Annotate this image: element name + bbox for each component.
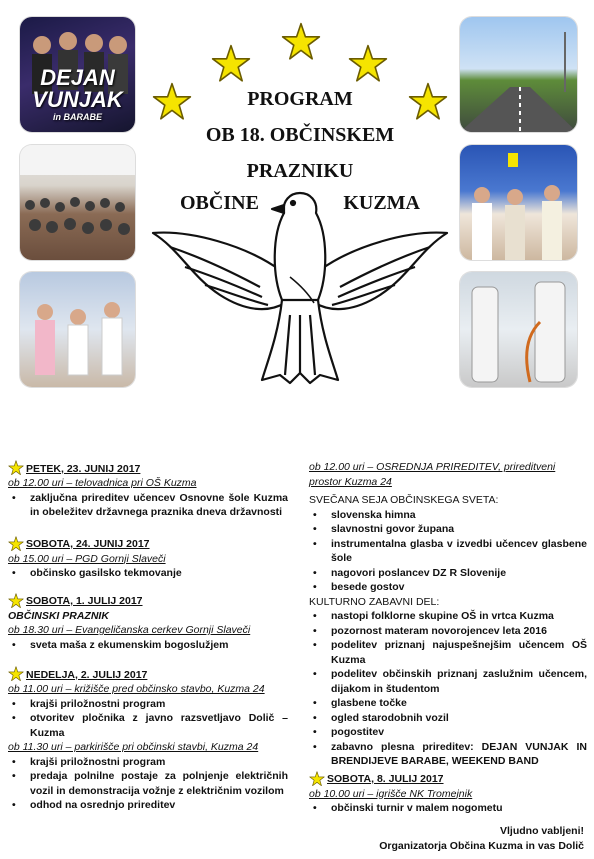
section-heading: KULTURNO ZABAVNI DEL: [309, 595, 440, 608]
program-right-column [309, 460, 587, 816]
event-list [309, 609, 587, 769]
star-icon [8, 536, 24, 552]
list-item: • slovenska himna [309, 508, 587, 523]
list-item: • slavnostni govor župana [309, 522, 587, 537]
event-list [309, 801, 587, 816]
list-item: • besede gostov [309, 580, 587, 595]
band-name-line1: DEJAN [40, 65, 115, 90]
title-line3: PRAZNIKU [246, 160, 354, 182]
charging-station-illustration [460, 272, 577, 387]
list-item: • pogostitev [309, 725, 587, 740]
event-list [309, 508, 587, 595]
list-item: • krajši priložnostni program [8, 755, 288, 770]
children-illustration [20, 272, 135, 387]
band-photo [20, 17, 135, 132]
star-icon [309, 771, 325, 787]
road-illustration [460, 17, 577, 132]
list-item: • sveta maša z ekumenskim bogoslužjem [8, 638, 288, 653]
day-heading [309, 771, 587, 787]
event-time-location: ob 15.00 uri – PGD Gornji Slaveči [8, 552, 166, 565]
event-list [8, 755, 288, 813]
list-item: • krajši priložnostni program [8, 697, 288, 712]
program-left-column [8, 458, 288, 813]
star-icon [281, 22, 321, 62]
list-item: • ogled starodobnih vozil [309, 711, 587, 726]
list-item: • nastopi folklorne skupine OŠ in vrtca Kuzma [309, 609, 587, 624]
event-time-location: ob 18.30 uri – Evangeličanska cerkev Gornji Slaveči [8, 624, 251, 636]
event-time-location: ob 12.00 uri – telovadnica pri OŠ Kuzma [8, 477, 197, 489]
list-item: • podelitev občinskih priznanj zaslužnim učencem, dijakom in študentom [309, 667, 587, 696]
title-line4-right: KUZMA [343, 192, 420, 214]
band-name-line3: in BARABE [53, 112, 102, 122]
star-icon [8, 593, 24, 609]
list-item: • občinski turnir v malem nogometu [309, 801, 587, 816]
charging-station-photo [460, 272, 577, 387]
day-label: SOBOTA, 24. JUNIJ 2017 [26, 538, 150, 550]
day-heading [8, 593, 288, 609]
band-name-line2: VUNJAK [32, 87, 123, 112]
title-line1: PROGRAM [247, 88, 353, 110]
event-list [8, 566, 288, 581]
award-photo [460, 145, 577, 260]
list-item: • pozornost materam novorojencev leta 2016 [309, 624, 587, 639]
event-list [8, 638, 288, 653]
event-time-location: ob 10.00 uri – igrišče NK Tromejnik [309, 787, 473, 800]
event-list [8, 491, 288, 520]
road-photo [460, 17, 577, 132]
star-icon [211, 44, 251, 84]
event-time-location: ob 11.00 uri – križišče pred občinsko stavbo, Kuzma 24 [8, 683, 265, 695]
title-line4-left: OBČINE [180, 192, 259, 214]
day-label: NEDELJA, 2. JULIJ 2017 [26, 668, 148, 681]
dove-icon [150, 175, 450, 390]
list-item: • instrumentalna glasba v izvedbi učencev glasbene šole [309, 537, 587, 566]
list-item: • predaja polnilne postaje za polnjenje električnih vozil in demonstracija vožnje z električnim vozilom [8, 769, 288, 798]
event-time-location: ob 11.30 uri – parkirišče pri občinski stavbi, Kuzma 24 [8, 741, 259, 753]
list-item: • občinsko gasilsko tekmovanje [8, 566, 288, 581]
day-label: PETEK, 23. JUNIJ 2017 [26, 462, 141, 475]
day-heading [8, 536, 288, 552]
day-heading [8, 666, 288, 682]
day-heading [8, 460, 288, 476]
title-line2: OB 18. OBČINSKEM [205, 124, 395, 146]
organizers-text: Organizatorja Občina Kuzma in vas Dolič [379, 840, 584, 852]
list-item: • glasbene točke [309, 696, 587, 711]
holiday-caption: OBČINSKI PRAZNIK [8, 609, 109, 622]
list-item: • zabavno plesna prireditev: DEJAN VUNJAK IN BRENDIJEVE BARABE, WEEKEND BAND [309, 740, 587, 769]
star-icon [8, 460, 24, 476]
event-time-location: ob 12.00 uri – OSREDNJA PRIREDITEV, prireditveni prostor Kuzma 24 [309, 461, 556, 488]
invitation-footer [379, 824, 584, 854]
list-item: • zaključna prireditev učencev Osnovne šole Kuzma in obeležitev državnega praznika dneva državnosti [8, 491, 288, 520]
day-label: SOBOTA, 8. JULIJ 2017 [327, 773, 444, 785]
event-list [8, 697, 288, 741]
list-item: • nagovori poslancev DZ R Slovenije [309, 566, 587, 581]
day-label: SOBOTA, 1. JULIJ 2017 [26, 595, 143, 607]
invitation-text: Vljudno vabljeni! [499, 825, 584, 837]
star-icon [8, 666, 24, 682]
section-heading: SVEČANA SEJA OBČINSKEGA SVETA: [309, 494, 499, 506]
list-item: • odhod na osrednjo prireditev [8, 798, 288, 813]
crowd-illustration [20, 145, 135, 260]
list-item: • otvoritev pločnika z javno razsvetljavo Dolič – Kuzma [8, 711, 288, 740]
list-item: • podelitev priznanj najuspešnejšim učencem OŠ Kuzma [309, 638, 587, 667]
crowd-photo [20, 145, 135, 260]
award-people-illustration [460, 145, 577, 260]
star-icon [348, 44, 388, 84]
children-photo [20, 272, 135, 387]
